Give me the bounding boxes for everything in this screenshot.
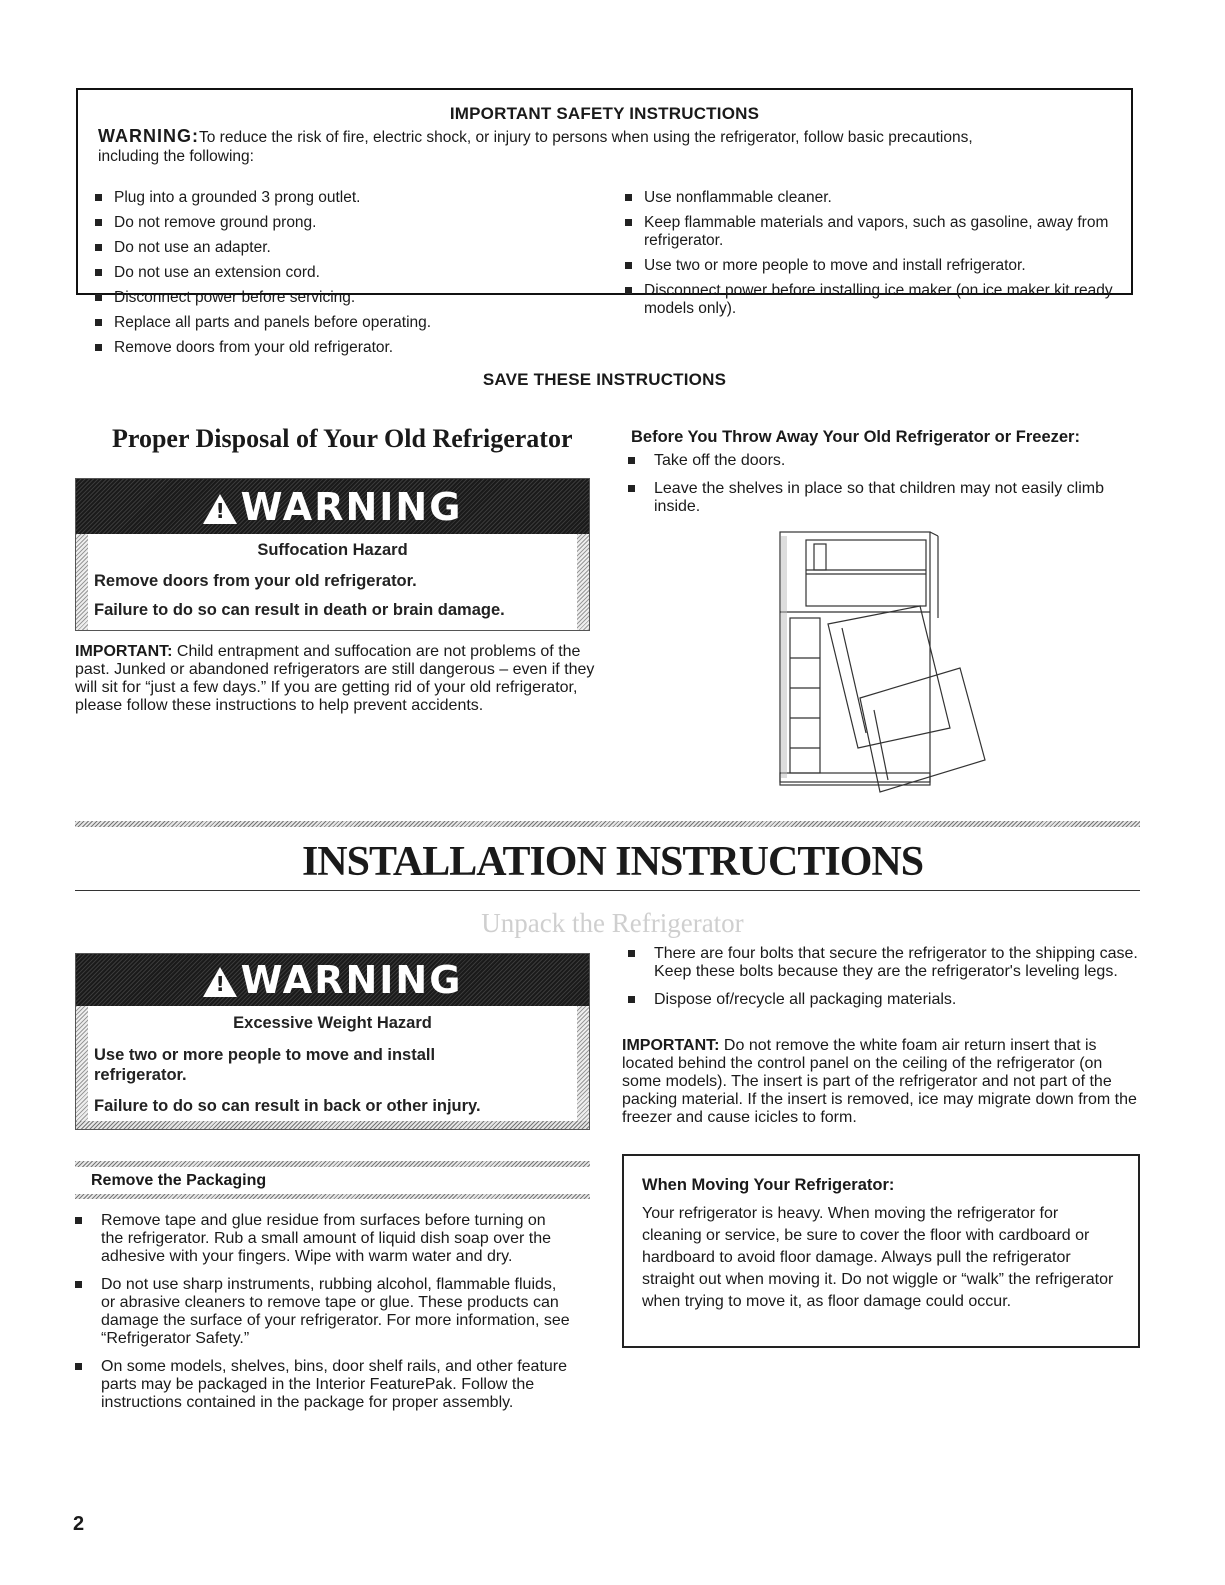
- refrigerator-doors-removed-illustration: [770, 528, 1000, 808]
- unpack-list: [624, 945, 1144, 1019]
- important-text: Child entrapment and suffocation are not problems of the past. Junked or abandoned refrigerators are still dangerous – even if they will sit for “just a few days.” If you are getting rid of your old refrigerator, please follow these instructions to help prevent accidents.: [75, 643, 595, 714]
- packaging-list-item: Remove tape and glue residue from surfaces before turning on the refrigerator. Rub a small amount of liquid dish soap over the adhesive with your fingers. Wipe with warm water and dry.: [71, 1212, 571, 1266]
- warning-banner-text: WARNING: [240, 958, 463, 1002]
- packaging-heading: Remove the Packaging: [91, 1172, 267, 1189]
- before-list-item: Take off the doors.: [624, 452, 1124, 470]
- moving-heading: When Moving Your Refrigerator:: [642, 1176, 895, 1194]
- safety-title: IMPORTANT SAFETY INSTRUCTIONS: [449, 104, 760, 123]
- section-divider-hatched: [75, 821, 1140, 827]
- important-text: Do not remove the white foam air return insert that is located behind the control panel on the ceiling of the refrigerator (on some models). The insert is part of the refrigerator and not part of the packing material. If the insert is removed, ice may migrate down from the freezer and cause icicles to form.: [622, 1037, 1137, 1126]
- warning-banner: [76, 954, 589, 1006]
- moving-text: Your refrigerator is heavy. When moving the refrigerator for cleaning or service, be sure to cover the floor with cardboard or hardboard to avoid floor damage. Always pull the refrigerator straight out when moving it. Do not wiggle or “walk” the refrigerator when trying to move it, as floor damage could occur.: [642, 1205, 1114, 1310]
- before-heading: Before You Throw Away Your Old Refrigerator or Freezer:: [631, 428, 1080, 446]
- important-label: IMPORTANT:: [622, 1037, 720, 1054]
- panel-shade-bottom: [76, 1121, 589, 1129]
- important-label: IMPORTANT:: [75, 643, 173, 660]
- unpack-important-paragraph: [622, 1037, 1144, 1127]
- unpack-list-item: Dispose of/recycle all packaging materials.: [624, 991, 1144, 1009]
- installation-title: INSTALLATION INSTRUCTIONS: [301, 839, 924, 885]
- packaging-list-item: On some models, shelves, bins, door shelf rails, and other feature parts may be packaged in the Interior FeaturePak. Follow the instructions contained in the package for proper assembly.: [71, 1358, 571, 1412]
- hazard-name: Excessive Weight Hazard: [233, 1014, 432, 1032]
- warning-banner-text: WARNING: [240, 484, 463, 529]
- unpack-subtitle: Unpack the Refrigerator: [481, 908, 744, 938]
- safety-list-item: Remove doors from your old refrigerator.: [90, 339, 590, 357]
- safety-list-item: Plug into a grounded 3 prong outlet.: [90, 189, 590, 207]
- safety-list-item: Do not remove ground prong.: [90, 214, 590, 232]
- safety-list-item: Disconnect power before installing ice maker (on ice maker kit ready models only).: [620, 282, 1120, 318]
- hazard-name: Suffocation Hazard: [257, 541, 408, 559]
- warning-line-1: Use two or more people to move and install refrigerator.: [94, 1046, 436, 1084]
- page-number: 2: [73, 1513, 85, 1535]
- warning-label: WARNING:: [98, 126, 199, 146]
- safety-instructions-box: [76, 88, 1133, 389]
- safety-list-item: Disconnect power before servicing.: [90, 289, 590, 307]
- safety-left-list: [90, 189, 590, 364]
- packaging-list: [71, 1212, 571, 1422]
- packaging-list-item: Do not use sharp instruments, rubbing alcohol, flammable fluids, or abrasive cleaners to remove tape or glue. These products can damage the surface of your refrigerator. For more information, see “Refrigerator Safety.”: [71, 1276, 571, 1348]
- warning-line-2: Failure to do so can result in back or other injury.: [94, 1097, 481, 1115]
- warning-line-2: Failure to do so can result in death or brain damage.: [94, 601, 505, 619]
- safety-warning-intro: [98, 127, 1118, 166]
- packaging-divider-bottom: [75, 1194, 590, 1199]
- weight-warning-panel: [75, 953, 590, 1130]
- disposal-heading: Proper Disposal of Your Old Refrigerator: [112, 424, 573, 453]
- unpack-list-item: There are four bolts that secure the refrigerator to the shipping case. Keep these bolts because they are the refrigerator's leveling legs.: [624, 945, 1144, 981]
- safety-list-item: Use two or more people to move and install refrigerator.: [620, 257, 1120, 275]
- before-list: [624, 452, 1124, 526]
- moving-note-box: [622, 1154, 1140, 1348]
- before-list-item: Leave the shelves in place so that children may not easily climb inside.: [624, 480, 1124, 516]
- safety-right-list: [620, 189, 1120, 325]
- safety-list-item: Replace all parts and panels before operating.: [90, 314, 590, 332]
- safety-list-item: Use nonflammable cleaner.: [620, 189, 1120, 207]
- warning-text-2: including the following:: [98, 148, 254, 165]
- packaging-divider-top: [75, 1161, 590, 1167]
- warning-banner: [76, 479, 589, 534]
- warning-triangle-icon: [203, 967, 237, 997]
- safety-list-item: Keep flammable materials and vapors, such as gasoline, away from refrigerator.: [620, 214, 1120, 250]
- safety-list-item: Do not use an adapter.: [90, 239, 590, 257]
- safety-list-item: Do not use an extension cord.: [90, 264, 590, 282]
- title-rule: [75, 890, 1140, 891]
- warning-text-1: To reduce the risk of fire, electric shock, or injury to persons when using the refrigerator, follow basic precautions,: [199, 129, 973, 146]
- disposal-important-paragraph: [75, 643, 595, 715]
- warning-line-1: Remove doors from your old refrigerator.: [94, 572, 417, 590]
- suffocation-warning-panel: [75, 478, 590, 631]
- save-instructions: SAVE THESE INSTRUCTIONS: [482, 370, 727, 389]
- warning-triangle-icon: [203, 494, 237, 524]
